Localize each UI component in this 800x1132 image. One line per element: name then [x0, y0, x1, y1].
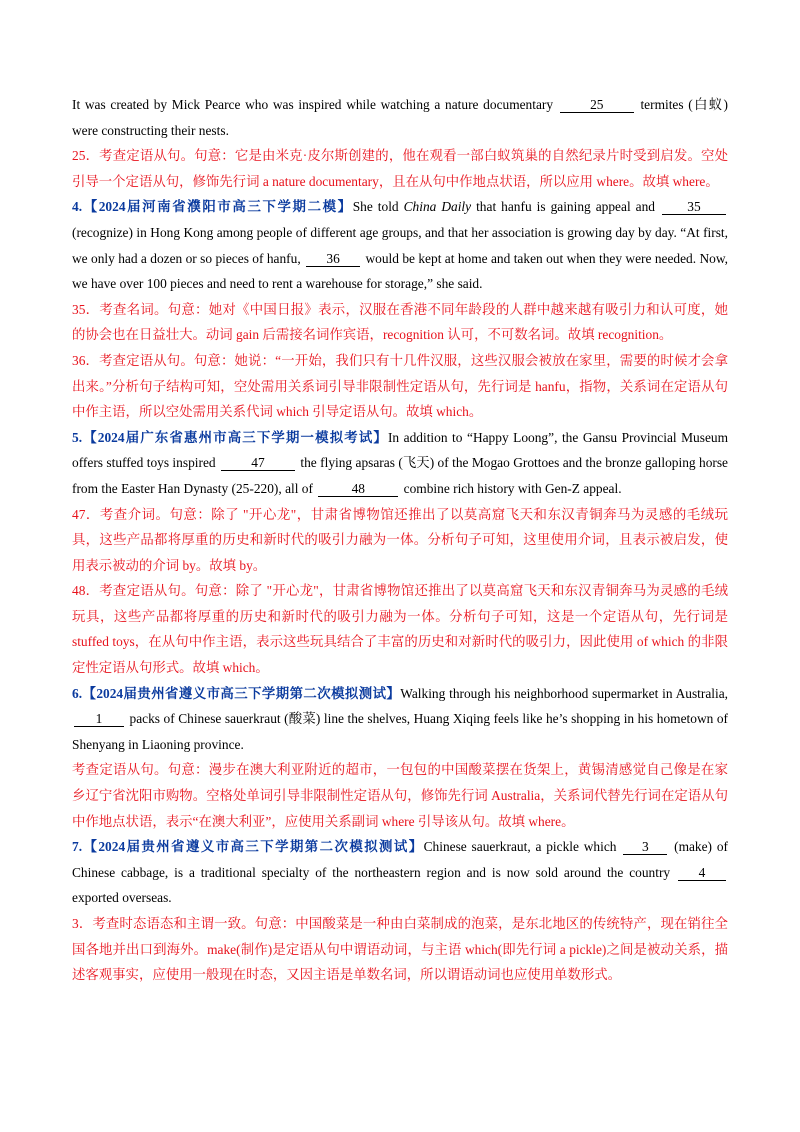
question-text: termites (白蚁) were constructing their nests. — [72, 97, 728, 138]
answer-25: 25．考查定语从句。句意：它是由米克·皮尔斯创建的，他在观看一部白蚁筑巢的自然纪录片时受到启发。空处引导一个定语从句，修饰先行词 a nature documentary，且在从句中作地点状语，所以应用 where。故填 where。 — [72, 148, 728, 189]
answer-1: 考查定语从句。句意：漫步在澳大利亚附近的超市，一包包的中国酸菜摆在货架上，黄锡清感觉自己像是在家乡辽宁省沈阳市购物。空格处单词引导非限制性定语从句，修饰先行词 Australia，关系词代替先行词在定语从句中作地点状语，表示“在澳大利亚”，应使用关系副词 where 引导该从句。故填 where。 — [72, 762, 728, 829]
question-text: would be kept at home and taken out when they were needed. Now, we have over 100 pieces and need to rent a warehouse for storage,” she said. — [72, 250, 729, 292]
question-source: 【2024届贵州省遵义市高三下学期第二次模拟测试】 — [82, 685, 401, 701]
question-text: In addition to “Happy Loong”, the Gansu Provincial Museum offers stuffed toys inspired — [72, 429, 728, 471]
question-text: Chinese sauerkraut, a pickle which — [423, 839, 622, 855]
question-text: packs of Chinese sauerkraut (酸菜) line the shelves, Huang Xiqing feels like he’s shopping in his hometown of Shenyang in Liaoning province. — [72, 711, 728, 752]
answer-36: 36．考查定语从句。句意：她说：“一开始，我们只有十几件汉服，这些汉服会被放在家里，需要的时候才会拿出来。”分析句子结构可知，空处需用关系词引导非限制性定语从句，先行词是 hanfu，指物，关系词在定语从句中作主语，所以空处需用关系代词 which 引导定语从句。故填 which。 — [72, 352, 728, 420]
newspaper-title: China Daily — [403, 199, 472, 215]
blank-36: 36 — [306, 251, 360, 267]
document-page — [72, 92, 728, 988]
question-text: (recognize) in Hong Kong among people of different age groups, and that her association is growing day by day. “At first, we only had a dozen or so pieces of hanfu, — [72, 224, 728, 266]
blank-48: 48 — [318, 481, 398, 497]
question-number: 6. — [72, 685, 83, 701]
question-text: combine rich history with Gen-Z appeal. — [400, 480, 622, 496]
question-number: 7. — [72, 839, 83, 855]
question-6 — [72, 681, 728, 758]
blank-4: 4 — [678, 865, 726, 881]
blank-35: 35 — [662, 199, 726, 215]
question-text: It was created by Mick Pearce who was inspired while watching a nature documentary — [72, 97, 558, 112]
blank-1: 1 — [74, 711, 124, 727]
question-source: 【2024届广东省惠州市高三下学期一模拟考试】 — [82, 429, 388, 445]
question-number: 4. — [72, 199, 83, 215]
question-text: exported overseas. — [72, 890, 172, 906]
question-text: that hanfu is gaining appeal and — [471, 199, 660, 215]
question-text: She told — [352, 199, 404, 215]
answer-47: 47．考查介词。句意：除了 "开心龙"，甘肃省博物馆还推出了以莫高窟飞天和东汉青铜奔马为灵感的毛绒玩具，这些产品都将厚重的历史和新时代的吸引力融为一体。分析句子可知，这里使用介词，且表示被启发，使用表示被动的介词 by。故填 by。 — [72, 506, 728, 573]
question-text: (make) of Chinese cabbage, is a traditional specialty of the northeastern region and is now sold around the country — [72, 839, 728, 880]
question-number: 5. — [72, 429, 83, 445]
answer-35: 35．考查名词。句意：她对《中国日报》表示，汉服在香港不同年龄段的人群中越来越有吸引力和认可度，她的协会也在日益壮大。动词 gain 后需接名词作宾语，recognition 认可，不可数名词。故填 recognition。 — [72, 301, 728, 343]
answer-48: 48．考查定语从句。句意：除了 "开心龙"，甘肃省博物馆还推出了以莫高窟飞天和东汉青铜奔马为灵感的毛绒玩具，这些产品都将厚重的历史和新时代的吸引力融为一体。分析句子可知，这是一个定语从句，先行词是 stuffed toys，在从句中作主语，表示这些玩具结合了丰富的历史和对新时代的吸引力，因此使用 of which 的非限定性定语从句形式。故填 which。 — [72, 583, 728, 676]
blank-25: 25 — [560, 97, 634, 113]
question-7 — [72, 834, 728, 911]
question-source: 【2024届河南省濮阳市高三下学期二模】 — [82, 199, 353, 215]
question-source: 【2024届贵州省遵义市高三下学期第二次模拟测试】 — [82, 839, 424, 855]
question-text: the flying apsaras (飞天) of the Mogao Grottoes and the bronze galloping horse from the Easter Han Dynasty (25-220), all of — [72, 455, 729, 496]
question-5 — [72, 425, 728, 502]
blank-3: 3 — [623, 839, 667, 855]
question-text: Walking through his neighborhood supermarket in Australia, — [400, 685, 729, 701]
answer-3: 3．考查时态语态和主谓一致。句意：中国酸菜是一种由白菜制成的泡菜，是东北地区的传统特产，现在销往全国各地并出口到海外。make(制作)是定语从句中谓语动词，与主语 which(即先行词 a pickle)之间是被动关系，描述客观事实，应使用一般现在时态，又因主语是单数名词，所以谓语动词也应使用单数形式。 — [72, 916, 728, 983]
question-4 — [72, 194, 728, 296]
question-24-text — [72, 92, 728, 143]
blank-47: 47 — [221, 455, 295, 471]
